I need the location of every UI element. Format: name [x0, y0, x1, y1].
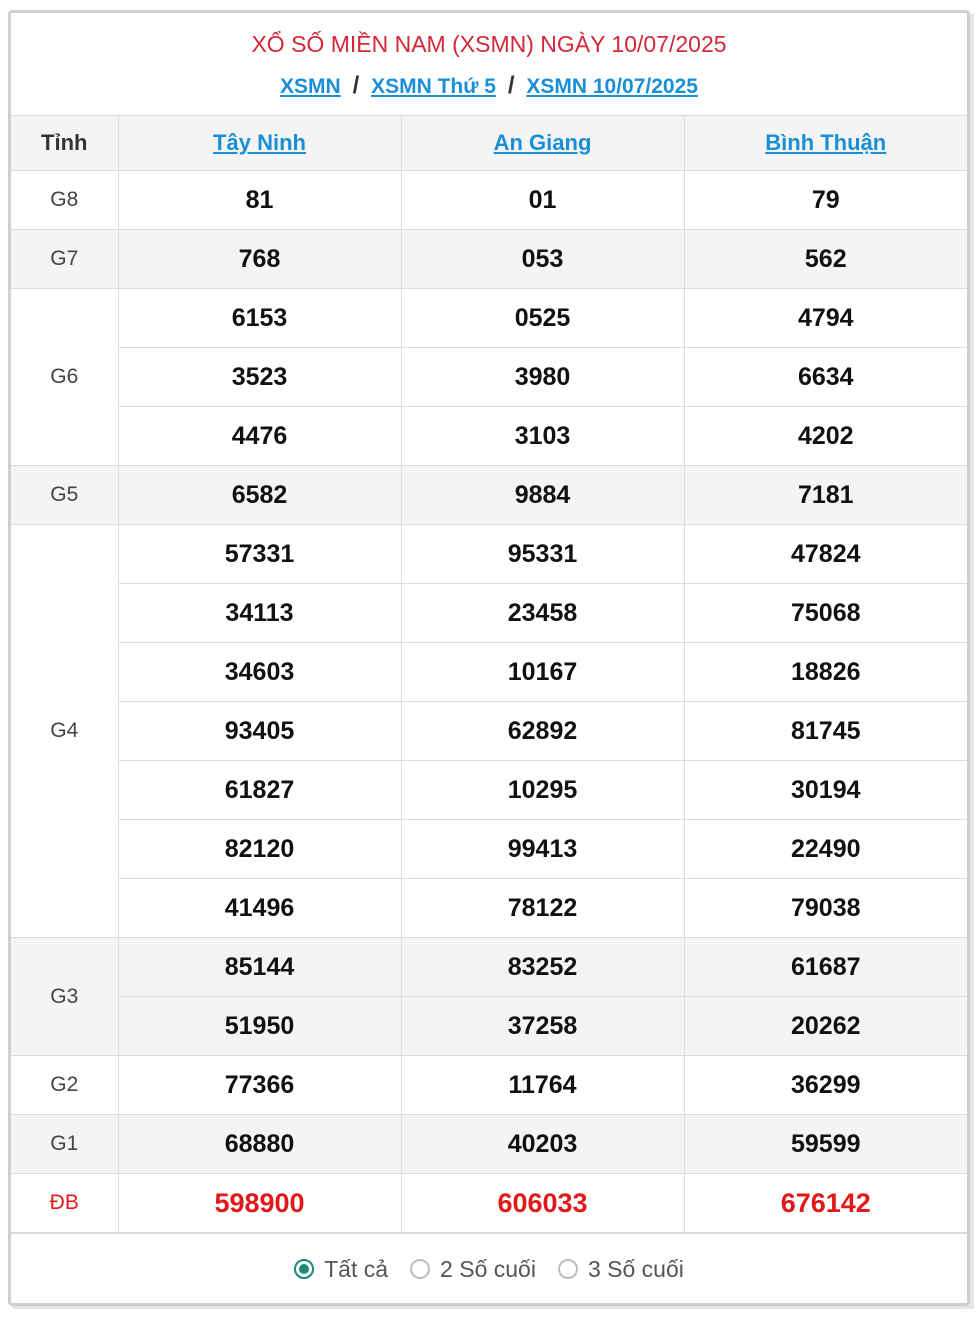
digit-filter: [11, 1233, 967, 1304]
prize-number: 57331: [118, 525, 401, 584]
table-row: [11, 1056, 967, 1115]
special-prize-number: 676142: [684, 1174, 967, 1233]
prize-number: 3103: [401, 407, 684, 466]
prize-number: 10295: [401, 761, 684, 820]
prize-number: 37258: [401, 997, 684, 1056]
results-body: [11, 171, 967, 1233]
table-row: [11, 525, 967, 584]
table-row: [11, 466, 967, 525]
prize-label: G6: [11, 289, 118, 466]
card-shadow-right: [970, 14, 974, 1306]
table-row: [11, 171, 967, 230]
prize-number: 81: [118, 171, 401, 230]
prize-number: 51950: [118, 997, 401, 1056]
table-row: [11, 1174, 967, 1233]
results-card: [8, 10, 970, 1306]
table-row: [11, 348, 967, 407]
prize-label: G5: [11, 466, 118, 525]
prize-label: G2: [11, 1056, 118, 1115]
prize-number: 62892: [401, 702, 684, 761]
prize-number: 11764: [401, 1056, 684, 1115]
prize-number: 20262: [684, 997, 967, 1056]
prize-number: 79: [684, 171, 967, 230]
prize-number: 22490: [684, 820, 967, 879]
prize-number: 4794: [684, 289, 967, 348]
prize-label: G8: [11, 171, 118, 230]
prize-number: 59599: [684, 1115, 967, 1174]
prize-number: 4476: [118, 407, 401, 466]
prize-number: 30194: [684, 761, 967, 820]
prize-number: 81745: [684, 702, 967, 761]
table-row: [11, 289, 967, 348]
prize-number: 6153: [118, 289, 401, 348]
prize-label: G3: [11, 938, 118, 1056]
prize-number: 61827: [118, 761, 401, 820]
province-header-tay-ninh: [118, 116, 401, 171]
table-row: [11, 230, 967, 289]
prize-number: 75068: [684, 584, 967, 643]
province-link[interactable]: Tây Ninh: [213, 130, 306, 155]
filter-option-label: 2 Số cuối: [440, 1255, 536, 1282]
table-row: [11, 407, 967, 466]
prize-number: 768: [118, 230, 401, 289]
prize-number: 3523: [118, 348, 401, 407]
province-column-header: Tỉnh: [11, 116, 118, 171]
results-header: [11, 13, 967, 116]
table-row: [11, 820, 967, 879]
prize-number: 68880: [118, 1115, 401, 1174]
prize-number: 61687: [684, 938, 967, 997]
prize-number: 0525: [401, 289, 684, 348]
prize-number: 01: [401, 171, 684, 230]
table-row: [11, 879, 967, 938]
special-prize-number: 606033: [401, 1174, 684, 1233]
prize-number: 40203: [401, 1115, 684, 1174]
prize-number: 6634: [684, 348, 967, 407]
prize-number: 10167: [401, 643, 684, 702]
prize-number: 9884: [401, 466, 684, 525]
prize-number: 79038: [684, 879, 967, 938]
table-row: [11, 1115, 967, 1174]
prize-number: 34113: [118, 584, 401, 643]
prize-number: 82120: [118, 820, 401, 879]
results-table: [11, 116, 967, 1233]
radio-unselected-icon[interactable]: [410, 1259, 430, 1279]
prize-number: 34603: [118, 643, 401, 702]
table-header-row: [11, 116, 967, 171]
special-prize-number: 598900: [118, 1174, 401, 1233]
prize-label: ĐB: [11, 1174, 118, 1233]
table-row: [11, 997, 967, 1056]
filter-option-label: 3 Số cuối: [587, 1255, 684, 1282]
prize-number: 053: [401, 230, 684, 289]
prize-number: 95331: [401, 525, 684, 584]
filter-option-0[interactable]: [294, 1256, 388, 1283]
breadcrumb-separator: /: [507, 72, 515, 99]
table-row: [11, 702, 967, 761]
province-header-binh-thuan: [684, 116, 967, 171]
table-row: [11, 584, 967, 643]
prize-number: 7181: [684, 466, 967, 525]
prize-number: 562: [684, 230, 967, 289]
breadcrumb-link-xsmn[interactable]: XSMN: [280, 75, 341, 98]
prize-number: 93405: [118, 702, 401, 761]
prize-number: 36299: [684, 1056, 967, 1115]
prize-number: 41496: [118, 879, 401, 938]
breadcrumb-link-xsmn-thu5[interactable]: XSMN Thứ 5: [371, 75, 496, 98]
province-link[interactable]: An Giang: [493, 130, 592, 155]
prize-number: 18826: [684, 643, 967, 702]
prize-number: 4202: [684, 407, 967, 466]
filter-option-label: Tất cả: [324, 1255, 389, 1282]
province-header-an-giang: [401, 116, 684, 171]
prize-label: G4: [11, 525, 118, 938]
table-row: [11, 938, 967, 997]
prize-number: 47824: [684, 525, 967, 584]
prize-label: G7: [11, 230, 118, 289]
radio-selected-icon[interactable]: [294, 1259, 314, 1279]
prize-number: 3980: [401, 348, 684, 407]
province-link[interactable]: Bình Thuận: [765, 130, 887, 155]
prize-number: 78122: [401, 879, 684, 938]
radio-unselected-icon[interactable]: [558, 1259, 578, 1279]
table-row: [11, 643, 967, 702]
page-title: XỔ SỐ MIỀN NAM (XSMN) NGÀY 10/07/2025: [251, 31, 727, 57]
breadcrumb: [11, 73, 967, 100]
prize-number: 77366: [118, 1056, 401, 1115]
breadcrumb-separator: /: [352, 72, 360, 99]
prize-number: 85144: [118, 938, 401, 997]
filter-option-1[interactable]: [410, 1256, 536, 1283]
prize-number: 6582: [118, 466, 401, 525]
prize-number: 99413: [401, 820, 684, 879]
prize-label: G1: [11, 1115, 118, 1174]
prize-number: 23458: [401, 584, 684, 643]
prize-number: 83252: [401, 938, 684, 997]
filter-option-2[interactable]: [558, 1256, 684, 1283]
breadcrumb-link-xsmn-date[interactable]: XSMN 10/07/2025: [526, 75, 698, 98]
table-row: [11, 761, 967, 820]
